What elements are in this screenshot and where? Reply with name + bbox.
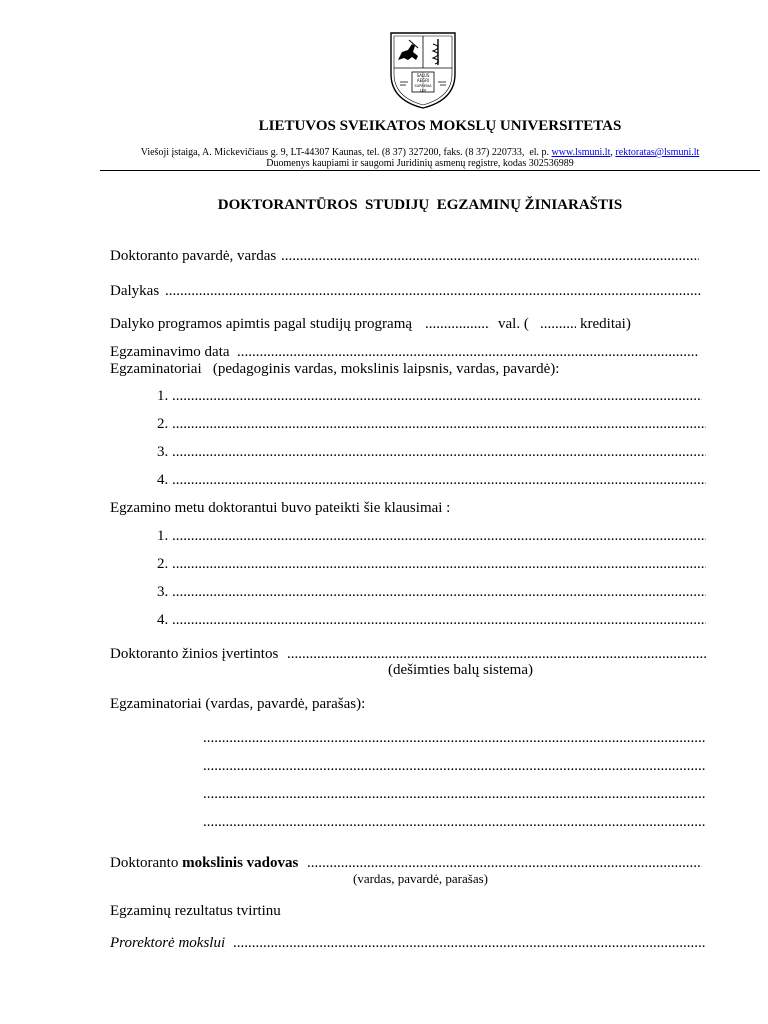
grade-label: Doktoranto žinios įvertintos xyxy=(110,646,279,662)
examiner-field xyxy=(172,472,706,489)
registry-line: Duomenys kaupiami ir saugomi Juridinių asmenų registre, kodas 302536989 xyxy=(266,158,574,169)
examiner-signature-field xyxy=(203,730,706,747)
email-link[interactable]: rektoratas@lsmuni.lt xyxy=(615,147,700,158)
student-name-label: Doktoranto pavardė, vardas xyxy=(110,248,277,264)
exam-date-label: Egzaminavimo data xyxy=(110,344,230,360)
grade-note: (dešimties balų sistema) xyxy=(388,662,533,678)
subject-field xyxy=(165,283,702,300)
prorector-label: Prorektorė mokslui xyxy=(110,935,226,951)
svg-text:AEGRI: AEGRI xyxy=(416,78,430,83)
examiner-field xyxy=(172,388,702,405)
examiner-signature-field xyxy=(203,758,706,775)
university-crest-logo xyxy=(388,30,458,110)
question-field xyxy=(172,612,706,629)
question-field xyxy=(172,584,706,601)
supervisor-label-bold: mokslinis vadovas xyxy=(182,855,299,871)
scope-label: Dalyko programos apimtis pagal studijų programą xyxy=(110,316,413,332)
form-title: DOKTORANTŪROS STUDIJŲ EGZAMINŲ ŽINIARAŠTIS xyxy=(217,197,623,213)
examiner-signature-field xyxy=(203,786,706,803)
scope-credits-field xyxy=(540,316,576,333)
examiner-field xyxy=(172,416,706,433)
exam-date-field xyxy=(237,344,698,361)
question-field xyxy=(172,528,706,545)
examiner-number: 1. xyxy=(157,388,169,404)
svg-text:LEX: LEX xyxy=(419,88,427,93)
question-number: 3. xyxy=(157,584,169,600)
student-name-field xyxy=(281,248,699,265)
prorector-signature-field xyxy=(233,935,706,952)
header-divider xyxy=(100,170,760,171)
supervisor-label-prefix: Doktoranto xyxy=(110,855,183,871)
address-text: Viešoji įstaiga, A. Mickevičiaus g. 9, LT-44307 Kaunas, tel. (8 37) 327200, faks. (8 37) 220733, el. p. xyxy=(140,147,552,158)
university-name: LIETUVOS SVEIKATOS MOKSLŲ UNIVERSITETAS xyxy=(258,118,622,134)
scope-hours-field xyxy=(425,316,490,333)
examiner-number: 2. xyxy=(157,416,169,432)
svg-text:SUPREMA: SUPREMA xyxy=(414,84,432,88)
confirm-label: Egzaminų rezultatus tvirtinu xyxy=(110,903,281,919)
examiner-signature-field xyxy=(203,814,706,831)
question-number: 2. xyxy=(157,556,169,572)
examiners-label: Egzaminatoriai (pedagoginis vardas, mokslinis laipsnis, vardas, pavardė): xyxy=(110,361,560,377)
subject-label: Dalykas xyxy=(110,283,160,299)
signatures-label: Egzaminatoriai (vardas, pavardė, parašas): xyxy=(110,696,366,712)
examiner-number: 4. xyxy=(157,472,169,488)
question-number: 1. xyxy=(157,528,169,544)
website-link[interactable]: www.lsmuni.lt xyxy=(551,147,611,158)
grade-field xyxy=(287,646,706,663)
supervisor-note: (vardas, pavardė, parašas) xyxy=(353,871,488,886)
supervisor-label xyxy=(110,855,298,872)
supervisor-field xyxy=(307,855,702,872)
examiner-number: 3. xyxy=(157,444,169,460)
scope-credits-label: kreditai) xyxy=(580,316,631,332)
examiner-field xyxy=(172,444,706,461)
questions-label: Egzamino metu doktorantui buvo pateikti šie klausimai : xyxy=(110,500,451,516)
svg-text:SALUS: SALUS xyxy=(416,73,430,78)
address-line: Viešoji įstaiga, A. Mickevičiaus g. 9, LT-44307 Kaunas, tel. (8 37) 327200, faks. (8 37) 220733, el. p. www.lsmuni.lt, rektoratas@lsmuni.lt xyxy=(140,147,700,158)
question-field xyxy=(172,556,706,573)
question-number: 4. xyxy=(157,612,169,628)
scope-units-label: val. ( xyxy=(498,316,529,332)
